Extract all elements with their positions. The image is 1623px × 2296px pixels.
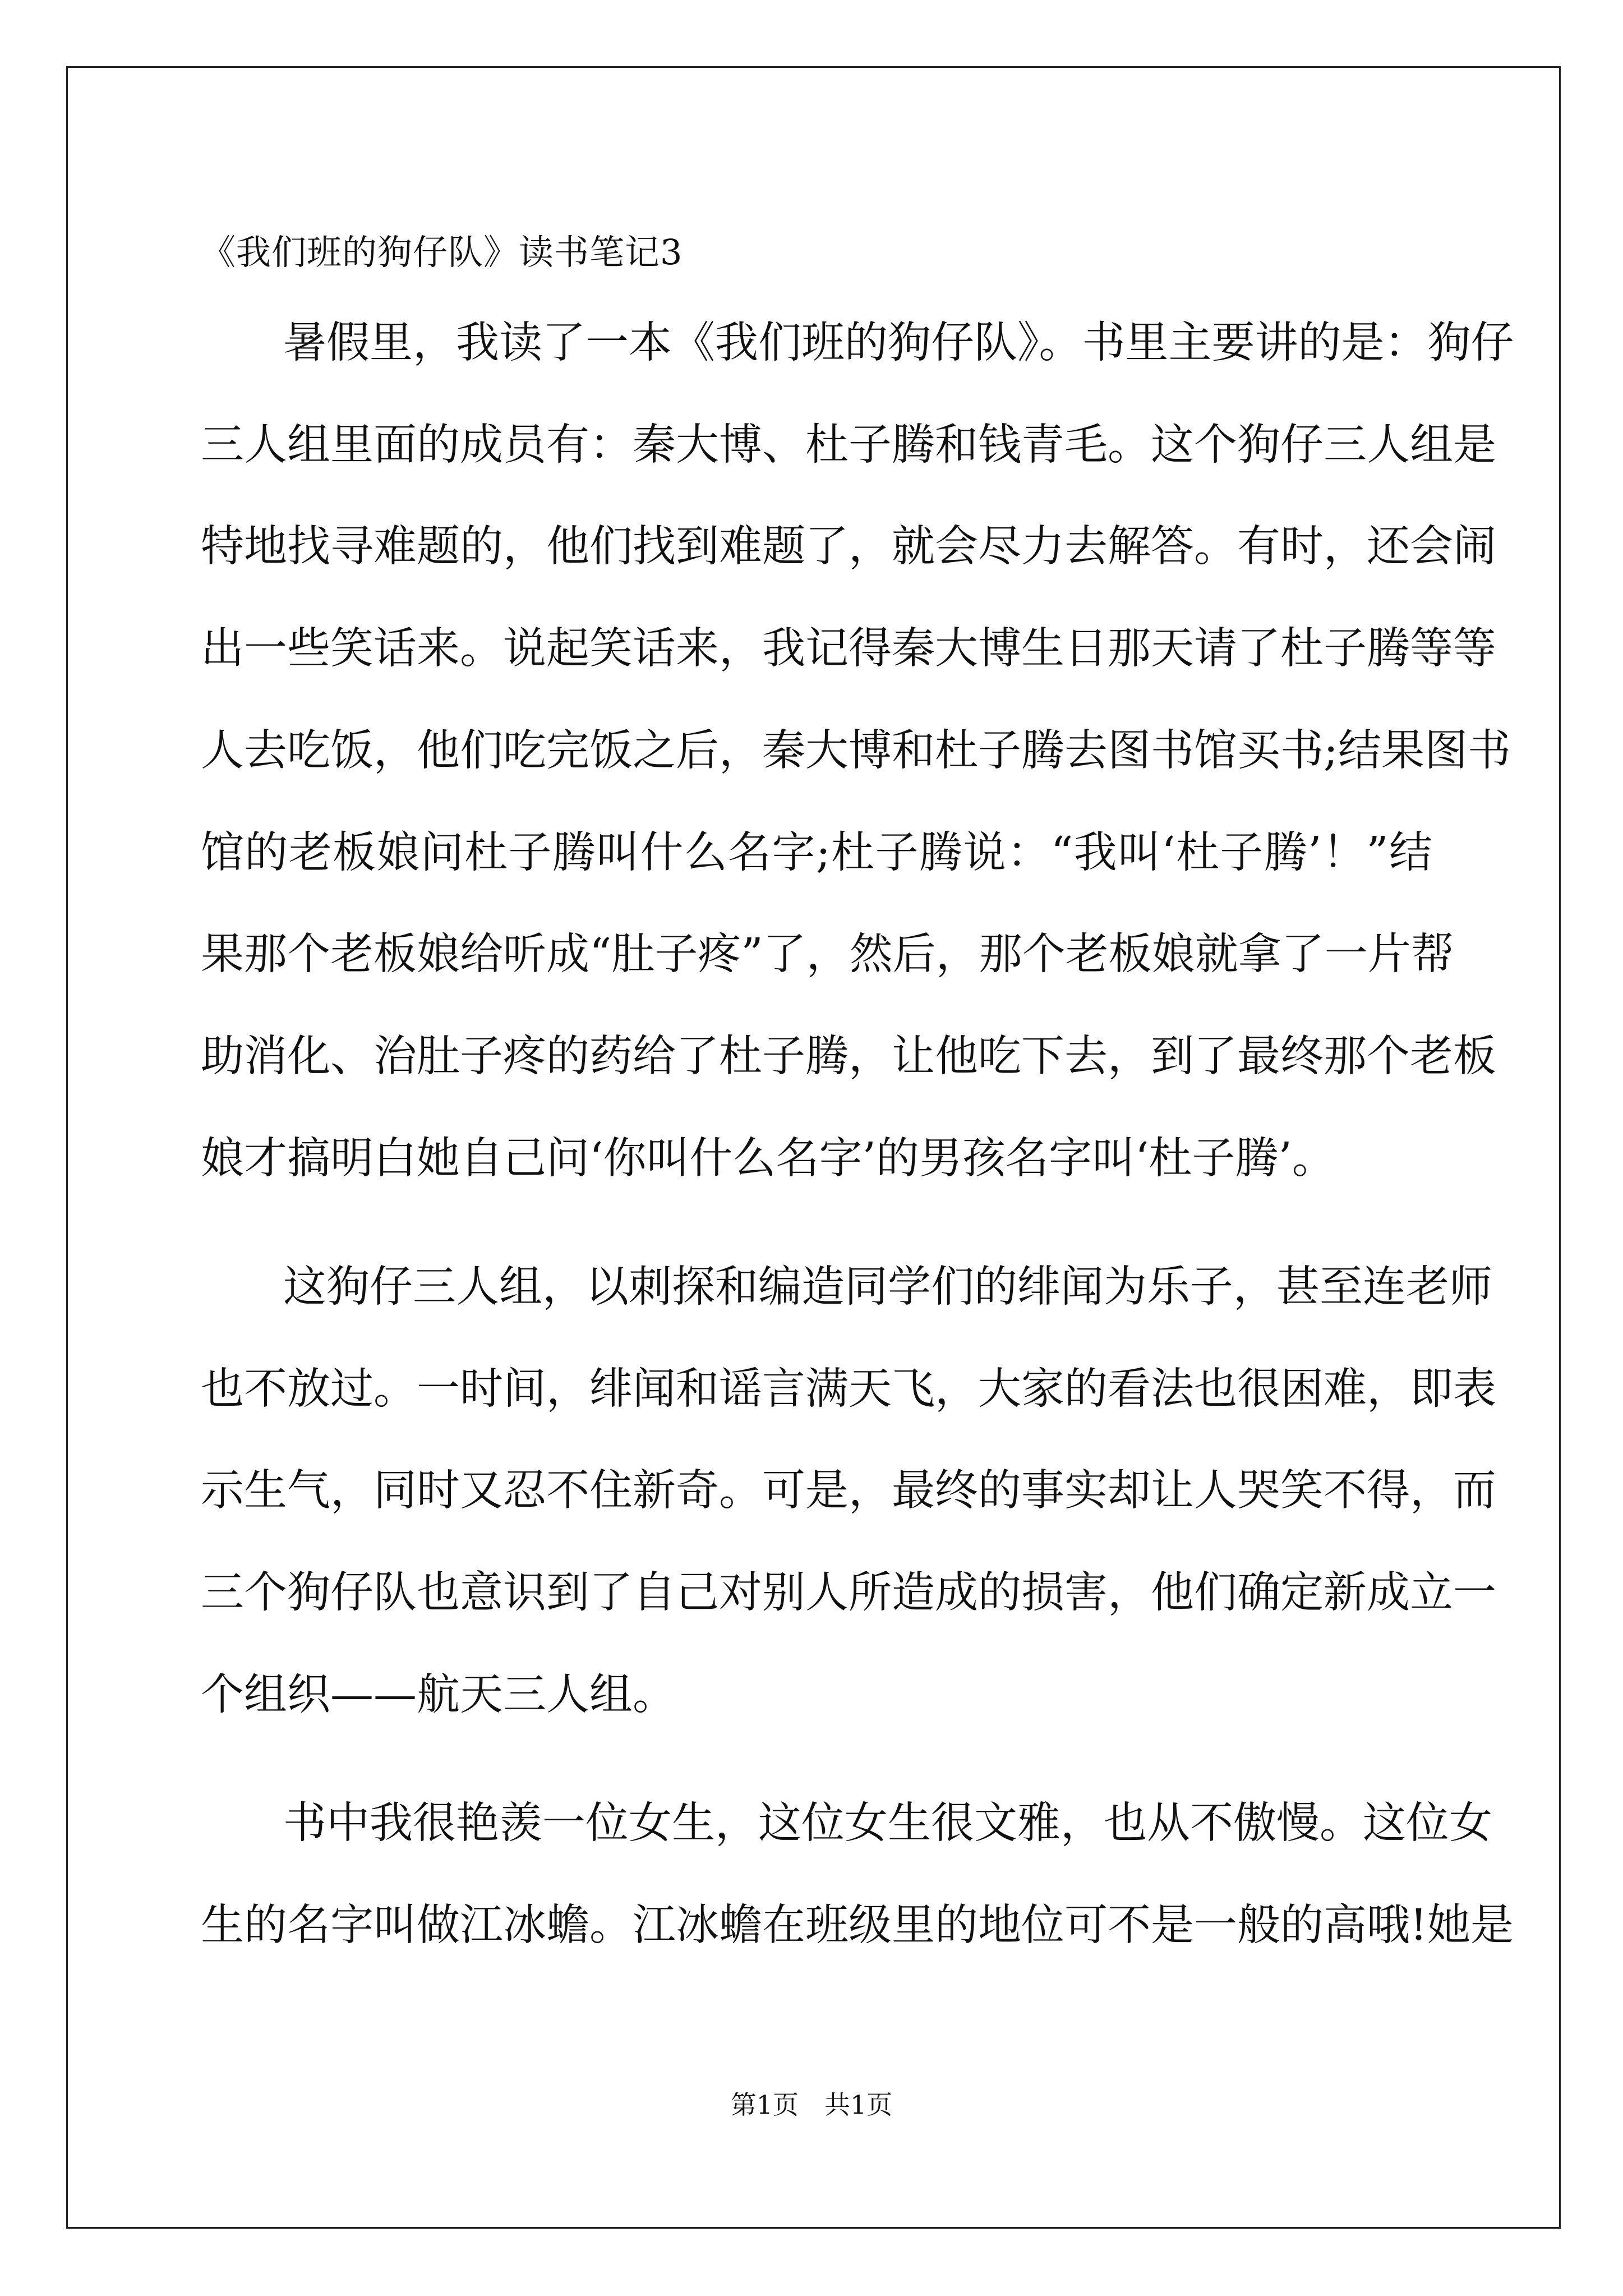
paragraph-1-line-9: 娘才搞明白她自己问‘你叫什么名字’的男孩名字叫‘杜子腾’。	[201, 1134, 1335, 1184]
paragraph-2-line-5: 个组织——航天三人组。	[201, 1670, 676, 1720]
paragraph-1-line-6: 馆的老板娘问杜子腾叫什么名字;杜子腾说：“我叫‘杜子腾’！”结	[201, 828, 1432, 878]
paragraph-1-line-3: 特地找寻难题的，他们找到难题了，就会尽力去解答。有时，还会闹	[201, 522, 1496, 572]
paragraph-1-line-5: 人去吃饭，他们吃完饭之后，秦大博和杜子腾去图书馆买书;结果图书	[201, 726, 1511, 776]
paragraph-1-line-8: 助消化、治肚子疼的药给了杜子腾，让他吃下去，到了最终那个老板	[201, 1032, 1496, 1082]
page-number-footer: 第1页 共1页	[730, 2090, 893, 2120]
paragraph-3-line-2: 生的名字叫做江冰蟾。江冰蟾在班级里的地位可不是一般的高哦!她是	[201, 1901, 1514, 1950]
paragraph-2-line-2: 也不放过。一时间，绯闻和谣言满天飞，大家的看法也很困难，即表	[201, 1364, 1496, 1414]
paragraph-2-line-1: 这狗仔三人组，以刺探和编造同学们的绯闻为乐子，甚至连老师	[283, 1262, 1492, 1312]
paragraph-1-line-7: 果那个老板娘给听成“肚子疼”了，然后，那个老板娘就拿了一片帮	[201, 930, 1454, 979]
paragraph-1-line-1: 暑假里，我读了一本《我们班的狗仔队》。书里主要讲的是：狗仔	[283, 318, 1514, 368]
paragraph-1-line-4: 出一些笑话来。说起笑话来，我记得秦大博生日那天请了杜子腾等等	[201, 624, 1496, 674]
paragraph-1-line-2: 三人组里面的成员有：秦大博、杜子腾和钱青毛。这个狗仔三人组是	[201, 420, 1496, 470]
paragraph-3-line-1: 书中我很艳羡一位女生，这位女生很文雅，也从不傲慢。这位女	[283, 1798, 1492, 1848]
paragraph-2-line-3: 示生气，同时又忍不住新奇。可是，最终的事实却让人哭笑不得，而	[201, 1466, 1496, 1516]
document-title: 《我们班的狗仔队》读书笔记3	[201, 232, 683, 273]
paragraph-2-line-4: 三个狗仔队也意识到了自己对别人所造成的损害，他们确定新成立一	[201, 1568, 1496, 1618]
